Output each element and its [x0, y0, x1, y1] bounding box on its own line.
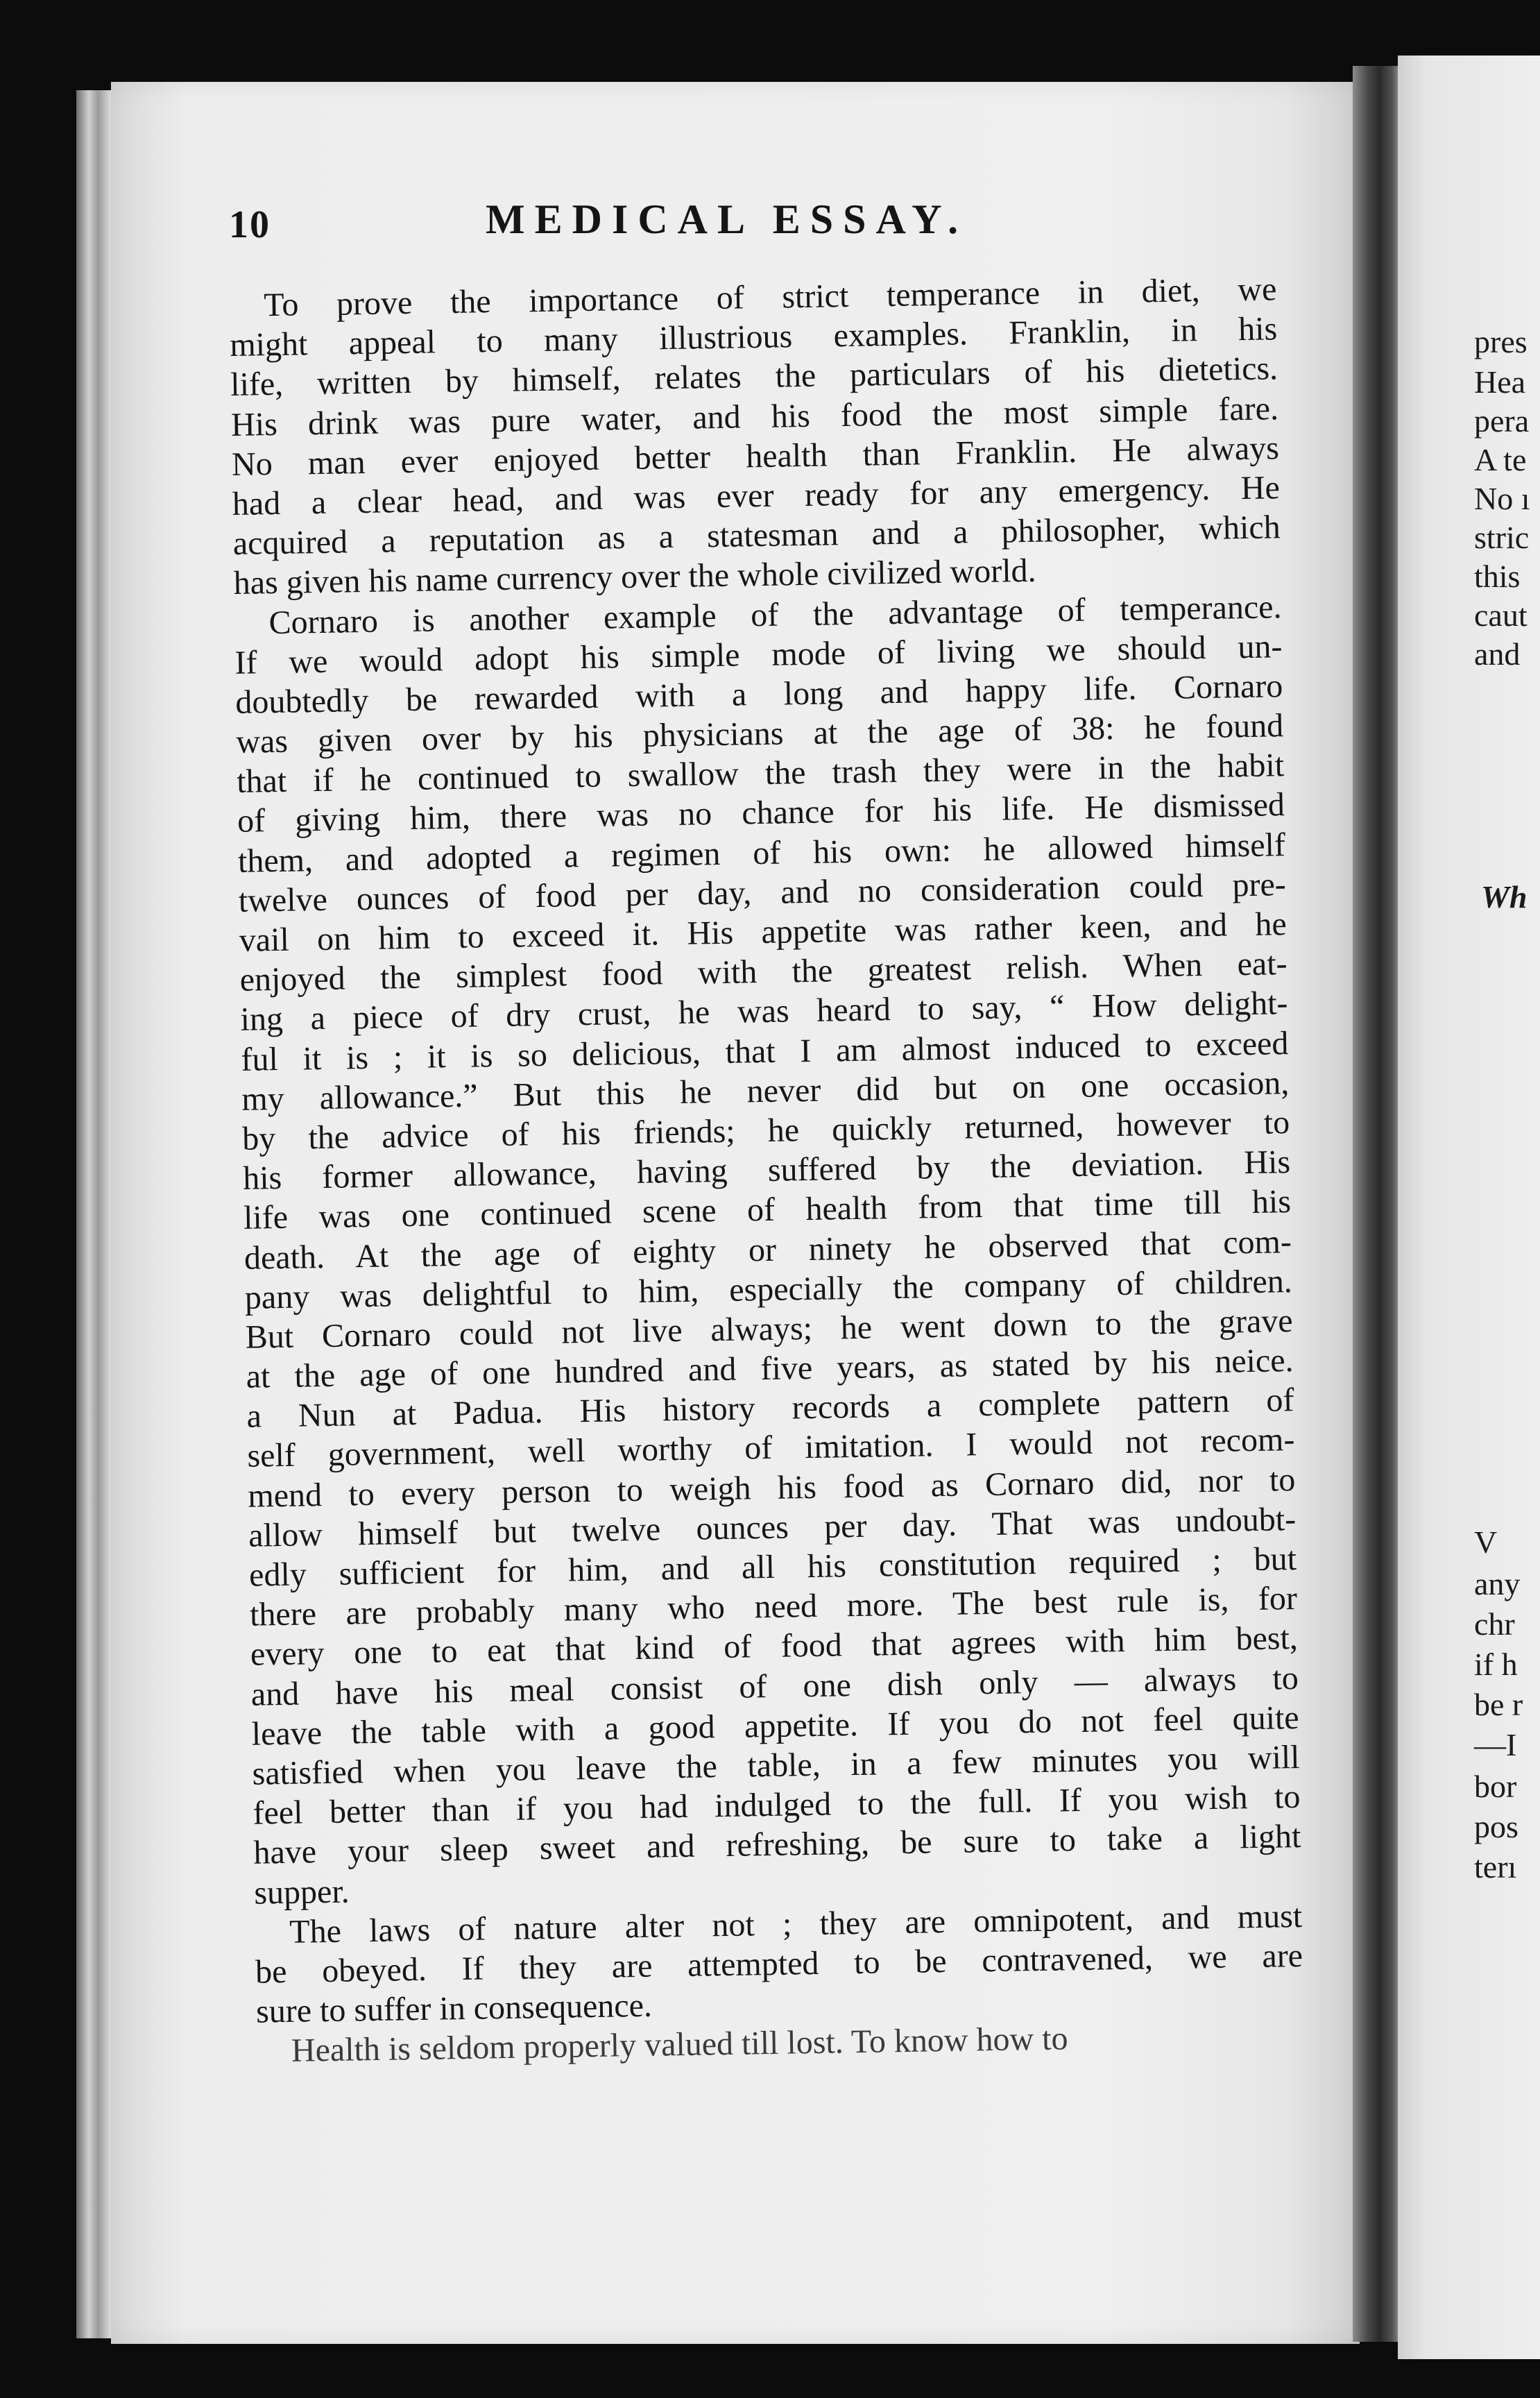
text-line: allow himself but twelve ounces per day. That was undoubt- [248, 1500, 1297, 1554]
text-line: ing a piece of dry crust, he was heard to say, “ How delight- [240, 985, 1288, 1039]
next-page-fragment: chr [1474, 1606, 1515, 1642]
text-line: supper. [253, 1873, 350, 1912]
next-page-fragment: pres [1474, 324, 1528, 359]
text-line: a Nun at Padua. His history records a complete pattern of [246, 1381, 1294, 1436]
text-line: Health is seldom properly valued till lost. To know how to [291, 2020, 1068, 2070]
text-line: To prove the importance of strict temperance in diet, we [264, 271, 1277, 324]
text-line: The laws of nature alter not ; they are omnipotent, and must [289, 1897, 1303, 1950]
text-line: was given over by his physicians at the age of 38: he found [235, 707, 1284, 760]
text-line: ful it is ; it is so delicious, that I am almost induced to exceed [241, 1024, 1289, 1078]
text-line: death. At the age of eighty or ninety he observed that com- [243, 1223, 1292, 1277]
text-line: life was one continued scene of health from that time till his [243, 1183, 1292, 1237]
text-line: be obeyed. If they are attempted to be contravened, we are [255, 1937, 1303, 1991]
text-line: But Cornaro could not live always; he went down to the grave [245, 1302, 1294, 1356]
text-line: them, and adopted a regimen of his own: he allowed himself [237, 826, 1286, 880]
text-line: No man ever enjoyed better health than Franklin. He always [231, 430, 1280, 483]
next-page-fragment: pera [1474, 403, 1530, 439]
text-line: by the advice of his friends; he quickly returned, however to [241, 1104, 1290, 1157]
text-line: vail on him to exceed it. His appetite was rather keen, and he [239, 905, 1287, 959]
next-page-fragment: terı [1474, 1849, 1517, 1885]
text-line: and have his meal consist of one dish only — always to [250, 1659, 1299, 1713]
next-page-fragment: bor [1474, 1769, 1517, 1804]
next-page-fragment: No ı [1474, 481, 1530, 516]
paragraph [255, 1896, 1304, 2032]
text-line: self government, well worthy of imitation. I would not recom- [247, 1421, 1295, 1475]
page-number: 10 [229, 203, 271, 246]
book-left-edge [76, 90, 112, 2338]
next-page-fragment: Hea [1474, 364, 1526, 400]
text-line: life, written by himself, relates the particulars of his dietetics. [230, 350, 1278, 404]
text-line: leave the table with a good appetite. If you do not feel quite [251, 1699, 1300, 1753]
next-page-fragment: Wh [1481, 879, 1528, 915]
book-gutter [1353, 66, 1401, 2342]
text-line: mend to every person to weigh his food as Cornaro did, nor to [247, 1461, 1296, 1515]
text-line: doubtedly be rewarded with a long and happy life. Cornaro [235, 667, 1283, 721]
text-line: satisfied when you leave the table, in a few minutes you will [252, 1738, 1300, 1792]
text-line: pany was delightful to him, especially the company of children. [244, 1262, 1293, 1316]
paragraph [234, 587, 1301, 1913]
text-line: every one to eat that kind of food that agrees with him best, [250, 1619, 1299, 1674]
text-line: his former allowance, having suffered by the deviation. His [242, 1143, 1291, 1197]
next-page-fragment: caut [1474, 597, 1528, 633]
text-line: my allowance.” But this he never did but on one occasion, [241, 1064, 1290, 1118]
next-page-edge [1398, 56, 1540, 2359]
next-page-fragment: be r [1474, 1687, 1523, 1722]
next-page-fragment: A te [1474, 442, 1527, 477]
text-line: have your sleep sweet and refreshing, be sure to take a light [253, 1818, 1301, 1872]
text-line: enjoyed the simplest food with the greatest relish. When eat- [239, 945, 1287, 999]
next-page-fragment: —I [1474, 1727, 1517, 1762]
text-line: at the age of one hundred and five years, as stated by his neice. [246, 1342, 1294, 1395]
text-line: might appeal to many illustrious examples. Franklin, in his [229, 310, 1278, 364]
next-page-fragment: any [1474, 1566, 1521, 1601]
next-page-fragment: pos [1474, 1809, 1518, 1844]
text-line: twelve ounces of food per day, and no consideration could pre- [238, 865, 1287, 919]
text-line: feel better than if you had indulged to the full. If you wish to [253, 1778, 1301, 1832]
text-line: acquired a reputation as a statesman and a philosopher, which [232, 509, 1281, 563]
next-page-fragment: if h [1474, 1647, 1518, 1682]
text-line: there are probably many who need more. The best rule is, for [249, 1580, 1298, 1633]
paragraph [229, 269, 1281, 603]
text-line: had a clear head, and was ever ready for any emergency. He [232, 469, 1281, 522]
text-line: If we would adopt his simple mode of living we should un- [234, 627, 1283, 681]
next-page-fragment: and [1474, 636, 1521, 672]
text-line: of giving him, there was no chance for his life. He dismissed [237, 786, 1285, 840]
body-text [229, 269, 1304, 2071]
text-line: His drink was pure water, and his food the most simple fare. [230, 389, 1279, 443]
text-line: edly sufficient for him, and all his constitution required ; but [248, 1540, 1297, 1594]
text-line: Cornaro is another example of the advantage of temperance. [268, 588, 1282, 641]
text-line: sure to suffer in consequence. [255, 1987, 653, 2030]
next-page-fragment: V [1474, 1524, 1498, 1560]
running-head: MEDICAL ESSAY. [486, 196, 968, 242]
text-line: has given his name currency over the whole civilized world. [233, 552, 1036, 602]
next-page-fragment: stric [1474, 520, 1530, 555]
text-line: that if he continued to swallow the trash they were in the habit [236, 747, 1285, 801]
next-page-fragment: this [1474, 559, 1521, 594]
